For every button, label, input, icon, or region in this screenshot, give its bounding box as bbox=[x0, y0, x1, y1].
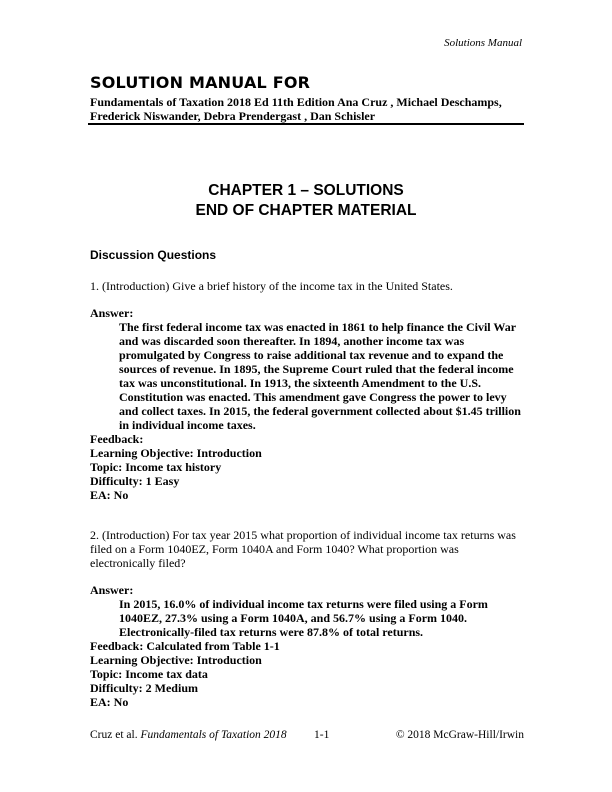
question-2-prompt: 2. (Introduction) For tax year 2015 what proportion of individual income tax returns was filed on a Form 1040EZ, Form 1040A and Form 1040? What proportion was electronically filed? bbox=[90, 528, 516, 570]
chapter-heading bbox=[90, 181, 522, 221]
feedback: Feedback: bbox=[90, 432, 144, 446]
ea-flag: EA: No bbox=[90, 488, 129, 502]
feedback: Feedback: Calculated from Table 1-1 bbox=[90, 639, 280, 653]
book-subtitle: Fundamentals of Taxation 2018 Ed 11th Edition Ana Cruz , Michael Deschamps, Frederick Niswander, Debra Prendergast , Dan Schisler bbox=[90, 95, 502, 123]
topic: Topic: Income tax data bbox=[90, 667, 208, 681]
chapter-heading-line1: CHAPTER 1 – SOLUTIONS bbox=[208, 182, 404, 199]
answer-label: Answer: bbox=[90, 583, 134, 597]
difficulty: Difficulty: 1 Easy bbox=[90, 474, 180, 488]
footer-book-title: Fundamentals of Taxation 2018 bbox=[140, 729, 287, 741]
section-heading: Discussion Questions bbox=[90, 248, 217, 262]
footer-citation bbox=[90, 729, 287, 741]
page-number: 1-1 bbox=[314, 729, 330, 741]
answer-label: Answer: bbox=[90, 306, 134, 320]
learning-objective: Learning Objective: Introduction bbox=[90, 446, 262, 460]
title-divider bbox=[88, 123, 524, 125]
question-1-prompt: 1. (Introduction) Give a brief history of the income tax in the United States. bbox=[90, 279, 453, 293]
running-head: Solutions Manual bbox=[444, 37, 522, 49]
learning-objective: Learning Objective: Introduction bbox=[90, 653, 262, 667]
topic: Topic: Income tax history bbox=[90, 460, 222, 474]
question-1-answer: The first federal income tax was enacted in 1861 to help finance the Civil War and was discarded soon thereafter. In 1894, another income tax was promulgated by Congress to raise additional tax revenue and to expand the sources of revenue. In 1895, the Supreme Court ruled that the federal income tax was unconstitutional. In 1913, the sixteenth Amendment to the U.S. Constitution was enacted. This amendment gave Congress the power to levy and collect taxes. In 2015, the federal government collected about $1.45 trillion in individual income taxes. bbox=[119, 320, 521, 432]
question-2-answer-block bbox=[90, 583, 526, 709]
footer-authors: Cruz et al. bbox=[90, 729, 138, 741]
ea-flag: EA: No bbox=[90, 695, 129, 709]
footer-copyright: © 2018 McGraw-Hill/Irwin bbox=[395, 729, 524, 741]
difficulty: Difficulty: 2 Medium bbox=[90, 681, 198, 695]
question-2-answer: In 2015, 16.0% of individual income tax returns were filed using a Form 1040EZ, 27.3% using a Form 1040A, and 56.7% using a Form 1040. Electronically-filed tax returns were 87.8% of total returns. bbox=[119, 597, 488, 639]
solution-manual-title: SOLUTION MANUAL FOR bbox=[90, 73, 311, 92]
chapter-heading-line2: END OF CHAPTER MATERIAL bbox=[195, 202, 417, 219]
question-1-answer-block bbox=[90, 306, 526, 502]
